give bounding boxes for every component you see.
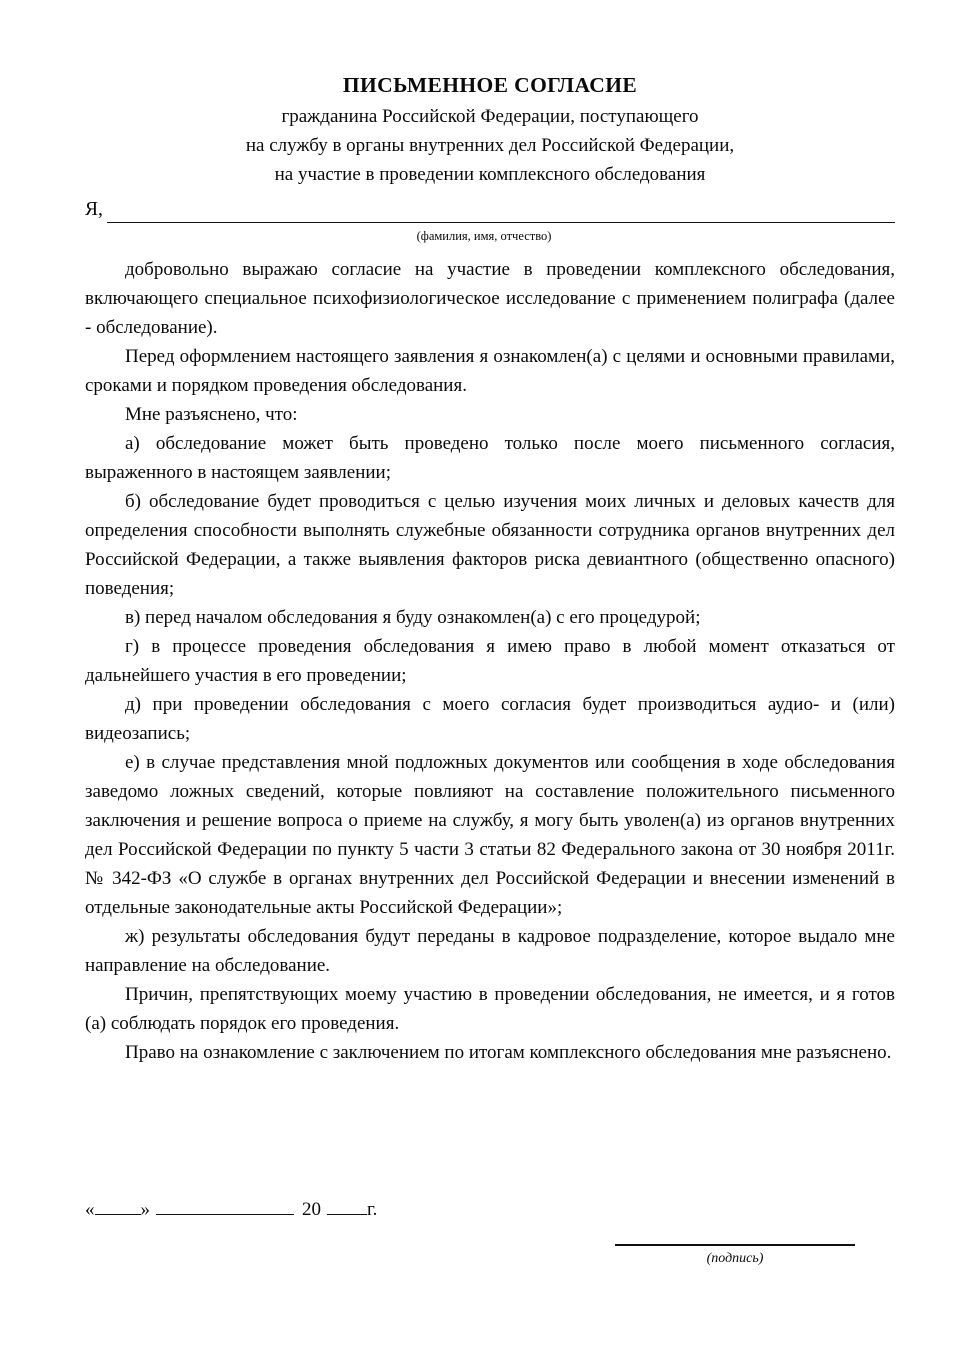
paragraph-explained-intro: Мне разъяснено, что: <box>125 404 298 425</box>
signature-input[interactable] <box>615 1244 855 1246</box>
document-subtitle-line-1: гражданина Российской Федерации, поступающего <box>281 106 699 127</box>
document-body <box>85 70 895 1067</box>
full-name-label: Я, <box>85 199 103 220</box>
date-year-input[interactable] <box>327 1197 367 1215</box>
paragraph-right-to-review: Право на ознакомление с заключением по итогам комплексного обследования мне разъяснено. <box>125 1042 892 1063</box>
paragraph-no-obstacles: Причин, препятствующих моему участию в проведении обследования, не имеется, и я готов (а) соблюдать порядок его проведения. <box>85 984 895 1034</box>
date-day-input[interactable] <box>95 1197 141 1215</box>
date-century-prefix: 20 <box>302 1199 321 1220</box>
date-line <box>85 1196 895 1224</box>
full-name-input[interactable] <box>107 202 895 223</box>
paragraph-item-d: д) при проведении обследования с моего согласия будет производиться аудио- и (или) видеозапись; <box>85 694 895 744</box>
paragraph-item-a: а) обследование может быть проведено только после моего письменного согласия, выраженного в настоящем заявлении; <box>85 433 895 483</box>
document-subtitle-line-3: на участие в проведении комплексного обследования <box>274 164 706 185</box>
full-name-caption: (фамилия, имя, отчество) <box>416 229 552 243</box>
paragraph-item-b: б) обследование будет проводиться с целью изучения моих личных и деловых качеств для определения способности выполнять служебные обязанности сотрудника органов внутренних дел Российской Федерации, а также выявления факторов риска девиантного (общественно опасного) поведения; <box>85 491 895 599</box>
date-month-input[interactable] <box>156 1197 294 1215</box>
paragraph-item-zh: ж) результаты обследования будут переданы в кадровое подразделение, которое выдало мне направление на обследование. <box>85 926 895 976</box>
paragraph-item-e: е) в случае представления мной подложных документов или сообщения в ходе обследования заведомо ложных сведений, которые повлияют на составление положительного письменного заключения и решение вопроса о приеме на службу, я могу быть уволен(а) из органов внутренних дел Российской Федерации по пункту 5 части 3 статьи 82 Федерального закона от 30 ноября 2011г. № 342-ФЗ «О службе в органах внутренних дел Российской Федерации и внесении изменений в отдельные законодательные акты Российской Федерации»; <box>85 752 895 918</box>
signature-area <box>615 1244 855 1269</box>
date-close-quote: » <box>140 1199 150 1220</box>
signature-block <box>85 1196 895 1266</box>
paragraph-item-v: в) перед началом обследования я буду ознакомлен(а) с его процедурой; <box>125 607 701 628</box>
document-title: ПИСЬМЕННОЕ СОГЛАСИЕ <box>342 73 638 97</box>
date-open-quote: « <box>85 1199 95 1220</box>
date-year-suffix: г. <box>367 1199 378 1220</box>
paragraph-informed: Перед оформлением настоящего заявления я ознакомлен(а) с целями и основными правилами, сроками и порядком проведения обследования. <box>85 346 895 396</box>
signature-caption: (подпись) <box>706 1251 764 1266</box>
paragraph-item-g: г) в процессе проведения обследования я имею право в любой момент отказаться от дальнейшего участия в его проведении; <box>85 636 895 686</box>
document-subtitle-line-2: на службу в органы внутренних дел Российской Федерации, <box>245 135 735 156</box>
paragraph-consent-intro: добровольно выражаю согласие на участие в проведении комплексного обследования, включающего специальное психофизиологическое исследование с применением полиграфа (далее - обследование). <box>85 259 895 338</box>
full-name-row <box>85 197 895 223</box>
